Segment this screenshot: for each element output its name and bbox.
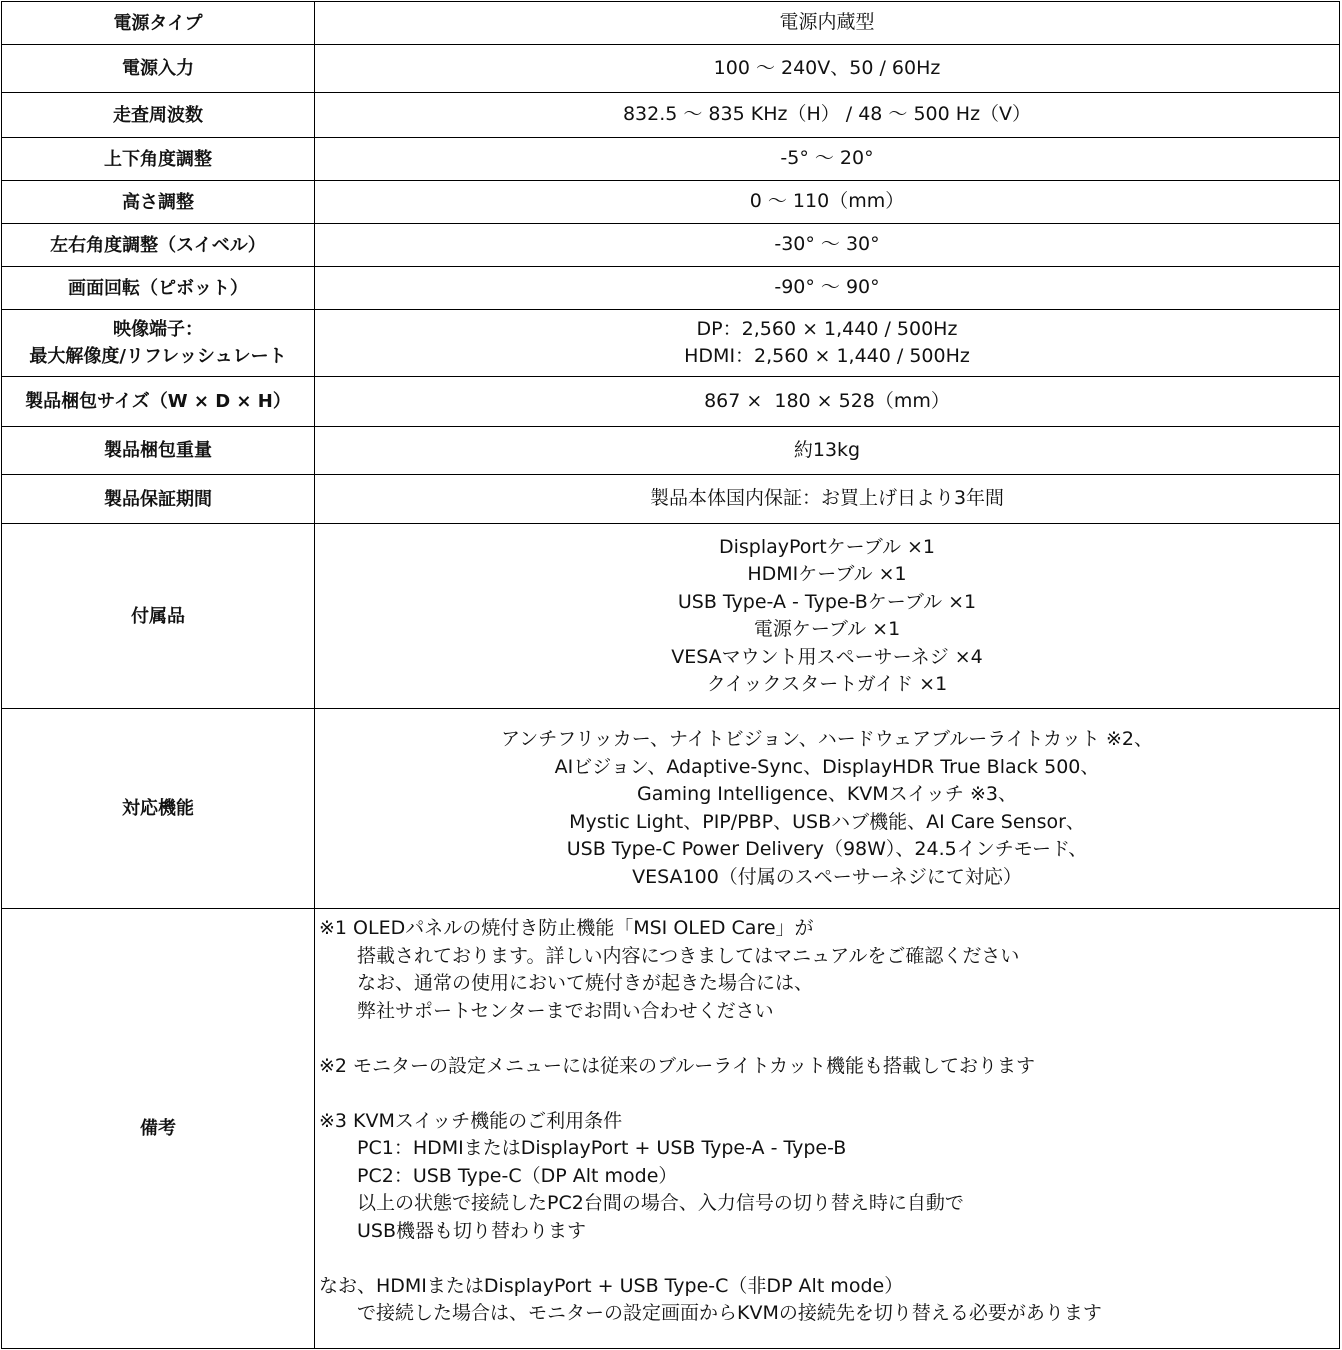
accessory-item: 電源ケーブル ×1	[753, 618, 901, 640]
value-accessories	[315, 524, 1340, 709]
label-height-adjust: 高さ調整	[2, 181, 315, 224]
label-warranty: 製品保証期間	[2, 475, 315, 524]
row-swivel	[2, 224, 1340, 267]
label-power-type: 電源タイプ	[2, 2, 315, 45]
value-pivot: -90° ～ 90°	[315, 267, 1340, 310]
value-scan-frequency: 832.5 ～ 835 KHz（H） / 48 ～ 500 Hz（V）	[315, 93, 1340, 138]
spacer	[319, 1080, 1339, 1108]
row-features	[2, 709, 1340, 909]
label-accessories: 付属品	[2, 524, 315, 709]
spec-table	[1, 1, 1340, 1349]
label-features: 対応機能	[2, 709, 315, 909]
row-package-weight	[2, 427, 1340, 475]
accessory-item: USB Type-A - Type-Bケーブル ×1	[677, 590, 977, 613]
note-3-line: PC2：USB Type-C（DP Alt mode）	[357, 1164, 678, 1187]
note-1-line: なお、通常の使用において焼付きが起きた場合には、	[357, 972, 814, 994]
note-3-line: 以上の状態で接続したPC2台間の場合、入力信号の切り替え時に自動で	[357, 1192, 964, 1214]
row-warranty	[2, 475, 1340, 524]
accessory-item: クイックスタートガイド ×1	[706, 673, 948, 695]
note-4: なお、HDMIまたはDisplayPort + USB Type-C（非DP Alt mode）	[319, 1274, 904, 1297]
value-package-weight: 約13kg	[315, 427, 1340, 475]
note-3-line: PC1：HDMIまたはDisplayPort + USB Type-A - Type-B	[357, 1137, 847, 1159]
row-tilt	[2, 138, 1340, 181]
value-package-size: 867 × 180 × 528（mm）	[315, 377, 1340, 427]
feature-line: Mystic Light、PIP/PBP、USBハブ機能、AI Care Sensor、	[569, 810, 1085, 833]
value-power-input: 100 ～ 240V、50 / 60Hz	[315, 45, 1340, 93]
row-remarks	[2, 909, 1340, 1349]
note-3-line: USB機器も切り替わります	[357, 1219, 587, 1242]
label-package-size: 製品梱包サイズ（W × D × H）	[2, 377, 315, 427]
label-remarks: 備考	[2, 909, 315, 1349]
row-video-ports	[2, 310, 1340, 377]
feature-line: VESA100（付属のスペーサーネジにて対応）	[632, 865, 1022, 888]
row-height-adjust	[2, 181, 1340, 224]
value-power-type: 電源内蔵型	[315, 2, 1340, 45]
label-video-ports: 映像端子： 最大解像度/リフレッシュレート	[2, 310, 315, 377]
row-power-input	[2, 45, 1340, 93]
label-power-input: 電源入力	[2, 45, 315, 93]
row-scan-frequency	[2, 93, 1340, 138]
row-power-type	[2, 2, 1340, 45]
row-pivot	[2, 267, 1340, 310]
label-swivel: 左右角度調整（スイベル）	[2, 224, 315, 267]
note-4-line: で接続した場合は、モニターの設定画面からKVMの接続先を切り替える必要があります	[357, 1302, 1102, 1324]
note-3: ※3 KVMスイッチ機能のご利用条件	[319, 1109, 623, 1132]
note-1-line: 弊社サポートセンターまでお問い合わせください	[357, 999, 774, 1022]
feature-line: アンチフリッカー、ナイトビジョン、ハードウェアブルーライトカット ※2、	[501, 728, 1153, 750]
spacer	[319, 1245, 1339, 1273]
value-warranty: 製品本体国内保証：お買上げ日より3年間	[315, 475, 1340, 524]
row-package-size	[2, 377, 1340, 427]
value-remarks	[315, 909, 1340, 1349]
row-accessories	[2, 524, 1340, 709]
feature-line: USB Type-C Power Delivery（98W）、24.5インチモード、	[566, 838, 1088, 860]
value-video-ports: DP：2,560 × 1,440 / 500Hz HDMI：2,560 × 1,440 / 500Hz	[315, 310, 1340, 377]
value-swivel: -30° ～ 30°	[315, 224, 1340, 267]
note-1: ※1 OLEDパネルの焼付き防止機能「MSI OLED Care」が	[319, 917, 814, 939]
value-height-adjust: 0 ～ 110（mm）	[315, 181, 1340, 224]
value-features	[315, 709, 1340, 909]
value-tilt: -5° ～ 20°	[315, 138, 1340, 181]
accessory-item: DisplayPortケーブル ×1	[718, 535, 936, 558]
accessory-item: VESAマウント用スペーサーネジ ×4	[671, 645, 983, 668]
accessory-item: HDMIケーブル ×1	[747, 563, 907, 585]
spacer	[319, 1025, 1339, 1053]
feature-line: Gaming Intelligence、KVMスイッチ ※3、	[637, 783, 1017, 805]
note-1-line: 搭載されております。詳しい内容につきましてはマニュアルをご確認ください	[357, 944, 1020, 967]
label-package-weight: 製品梱包重量	[2, 427, 315, 475]
feature-line: AIビジョン、Adaptive-Sync、DisplayHDR True Black 500、	[554, 755, 1100, 778]
label-pivot: 画面回転（ピボット）	[2, 267, 315, 310]
note-2: ※2 モニターの設定メニューには従来のブルーライトカット機能も搭載しております	[319, 1054, 1035, 1077]
label-tilt: 上下角度調整	[2, 138, 315, 181]
label-scan-frequency: 走査周波数	[2, 93, 315, 138]
